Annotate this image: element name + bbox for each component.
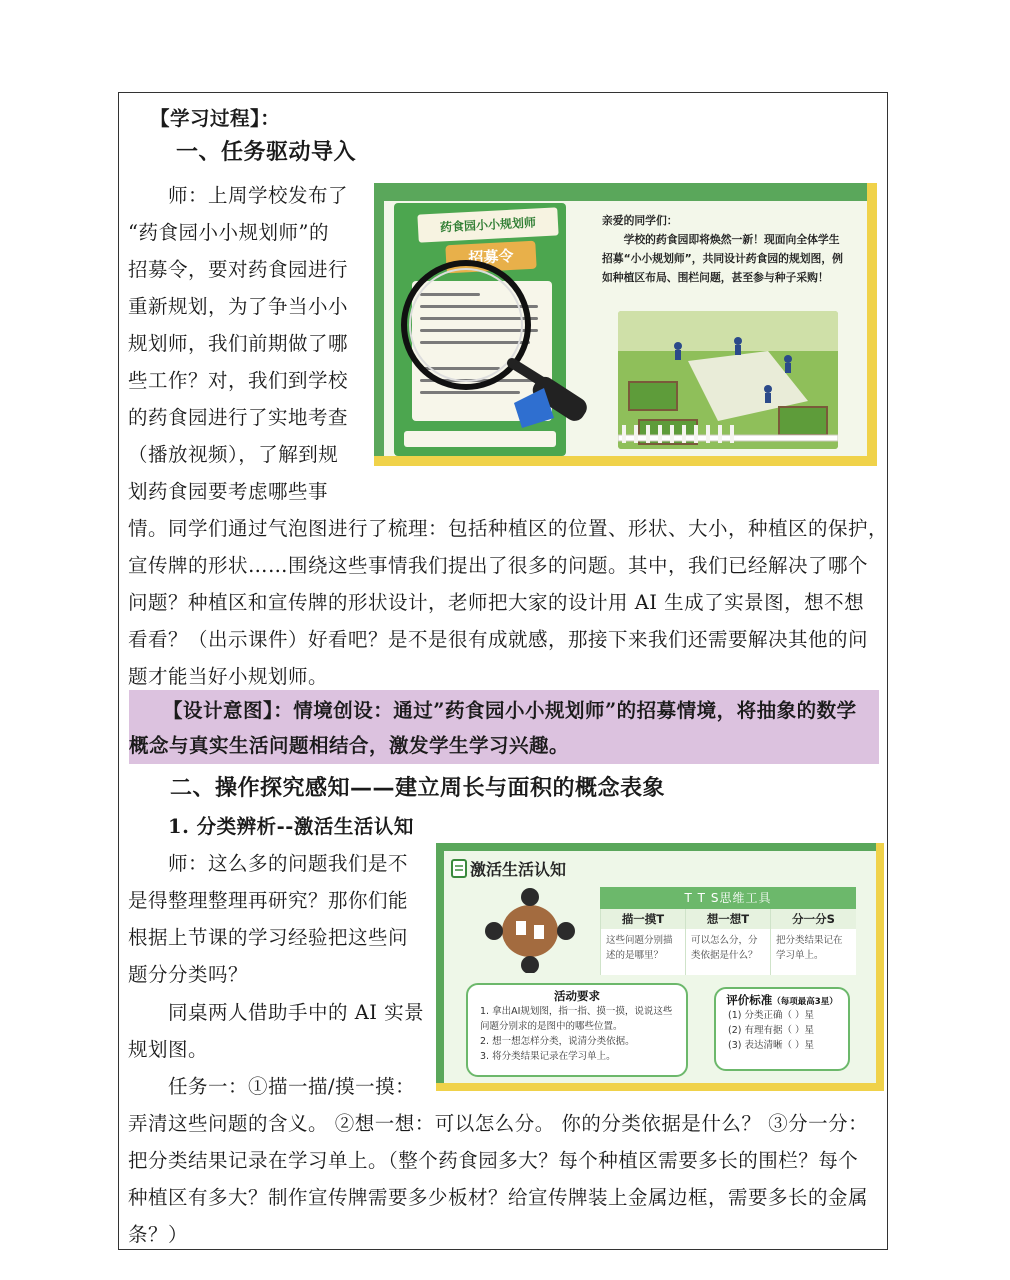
poster-subtitle: 招募令 (445, 241, 536, 274)
text-line: 同桌两人借助手中的 AI 实景 (168, 1001, 425, 1024)
section1-heading: 一、任务驱动导入 (176, 140, 357, 165)
text-line: 情。同学们通过气泡图进行了梳理：包括种植区的位置、形状、大小，种植区的保护， (128, 517, 889, 540)
text-line: 弄清这些问题的含义。 ②想一想：可以怎么分。 你的分类依据是什么？ ③分一分： (128, 1112, 869, 1135)
text-line: 划药食园要考虑哪些事 (128, 480, 329, 503)
design-intent-line: 【设计意图】：情境创设：通过”药食园小小规划师”的招募情境，将抽象的数学 (163, 699, 857, 722)
learning-process-label: 【学习过程】： (150, 107, 281, 130)
text-line: 看看？（出示课件）好看吧？是不是很有成就感，那接下来我们还需要解决其他的问 (128, 628, 869, 651)
text-line: “药食园小小规划师”的 (128, 221, 329, 244)
students-table-illustration (484, 887, 576, 973)
text-line: 师：这么多的问题我们是不 (168, 852, 409, 875)
poster-title: 药食园小小规划师 (417, 207, 558, 242)
text-line: 根据上节课的学习经验把这些问 (128, 926, 409, 949)
activity-item: 1. 拿出AI规划图，指一指、摸一摸，说说这些问题分别求的是图中的哪些位置。 (480, 1006, 673, 1032)
activity-slide (436, 843, 884, 1091)
section2-subheading: 1. 分类辨析--激活生活认知 (168, 815, 414, 838)
letter-greeting: 亲爱的同学们： (602, 214, 678, 227)
notepad-icon (450, 857, 470, 879)
recruitment-letter (602, 211, 846, 287)
design-intent-band (129, 690, 879, 764)
tts-column: 描一摸T 这些问题分别描述的是哪里？ (600, 909, 685, 975)
letter-body: 学校的药食园即将焕然一新！现面向全体学生招募“小小规划师”，共同设计药食园的规划图，例如种植区布局、围栏问题，甚至参与种子采购！ (602, 233, 843, 284)
tts-header: T T S思维工具 (600, 887, 856, 909)
text-line: 把分类结果记录在学习单上。（整个药食园多大？每个种植区需要多长的围栏？每个 (128, 1149, 859, 1172)
criteria-item: (2) 有理有据（ ）星 (728, 1025, 814, 1036)
text-line: 规划师，我们前期做了哪 (128, 332, 349, 355)
tts-column: 想一想T 可以怎么分，分类依据是什么？ (685, 909, 770, 975)
tts-column: 分一分S 把分类结果记在学习单上。 (770, 909, 856, 975)
tts-thinking-tool-table (600, 887, 856, 975)
activity-item: 3. 将分类结果记录在学习单上。 (480, 1051, 616, 1062)
design-intent-line: 概念与真实生活问题相结合，激发学生学习兴趣。 (129, 734, 570, 757)
activity-requirements-box (466, 983, 688, 1077)
activity-title: 活动要求 (554, 989, 600, 1003)
text-line: 题分分类吗？ (128, 963, 249, 986)
text-line: 条？） (128, 1223, 189, 1246)
recruitment-figure (374, 183, 877, 466)
evaluation-criteria-box (714, 987, 850, 1071)
text-line: 题才能当好小规划师。 (128, 665, 329, 688)
text-line: 招募令，要对药食园进行 (128, 258, 349, 281)
criteria-title: 评价标准（每项最高3星） (726, 993, 838, 1007)
text-line: 问题？种植区和宣传牌的形状设计，老师把大家的设计用 AI 生成了实景图，想不想 (128, 591, 865, 614)
text-line: 任务一：①描一描/摸一摸： (168, 1075, 416, 1098)
garden-rendering (618, 311, 838, 449)
text-line: 宣传牌的形状……围绕这些事情我们提出了很多的问题。其中，我们已经解决了哪个 (128, 554, 869, 577)
text-line: 的药食园进行了实地考查 (128, 406, 349, 429)
section2-heading: 二、操作探究感知——建立周长与面积的概念表象 (170, 776, 666, 801)
text-line: （播放视频），了解到规 (128, 443, 339, 466)
magnifier-icon (394, 203, 624, 463)
text-line: 种植区有多大？制作宣传牌需要多少板材？给宣传牌装上金属边框，需要多长的金属 (128, 1186, 869, 1209)
recruitment-poster (394, 203, 566, 456)
text-line: 些工作？对，我们到学校 (128, 369, 349, 392)
criteria-item: (1) 分类正确（ ）星 (728, 1010, 814, 1021)
text-line: 是得整理整理再研究？那你们能 (128, 889, 409, 912)
text-line: 重新规划，为了争当小小 (128, 295, 349, 318)
text-line: 师：上周学校发布了 (168, 184, 349, 207)
activity-item: 2. 想一想怎样分类，说清分类依据。 (480, 1036, 635, 1047)
text-line: 规划图。 (128, 1038, 209, 1061)
criteria-item: (3) 表达清晰（ ）星 (728, 1040, 814, 1051)
slide-title: 激活生活认知 (470, 860, 567, 879)
